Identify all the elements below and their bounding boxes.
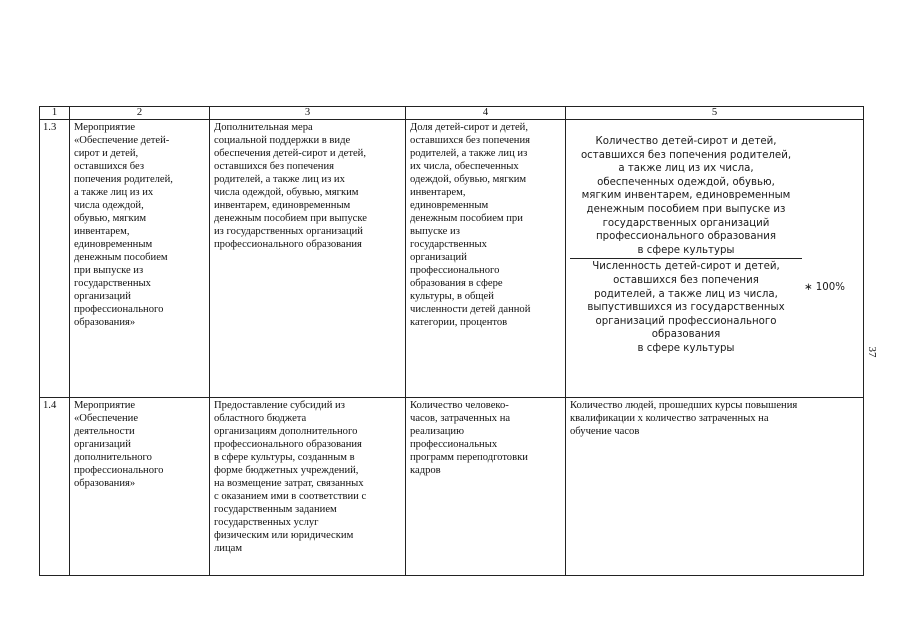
description-cell	[210, 398, 406, 576]
header-cell-2: 2	[70, 107, 210, 120]
activity-text: Мероприятие «Обеспечение детей- сирот и детей, оставшихся без попечения родителей, а также лиц из их числа одеждой, обувью, мягким инвентарем, единовременным денежным пособием при выпуске из государственных организаций профессионального образования»	[74, 122, 173, 328]
header-cell-3: 3	[210, 107, 406, 120]
header-cell-4: 4	[406, 107, 566, 120]
row-number: 1.4	[40, 398, 70, 576]
indicator-text: Количество человеко- часов, затраченных на реализацию профессиональных программ переподготовки кадров	[410, 400, 528, 476]
header-cell-1: 1	[40, 107, 70, 120]
description-text: Предоставление субсидий из областного бюджета организациям дополнительного профессионального образования в сфере культуры, созданным в форме бюджетных учреждений, на возмещение затрат, связанных с оказанием ими в соответствии с государственным заданием государственных услуг физическим или юридическим лицам	[214, 400, 367, 554]
indicator-text: Доля детей-сирот и детей, оставшихся без попечения родителей, а также лиц из их числа, обеспеченных одеждой, обувью, мягким инвентарем, единовременным денежным пособием при выпуске из государственных организаций профессионального образования в сфере культуры, в общей численности детей данной категории, процентов	[410, 122, 531, 328]
page-number: 37	[866, 346, 878, 358]
formula-text: Количество людей, прошедших курсы повышения квалификации х количество затраченных на обучение часов	[570, 400, 798, 437]
indicators-table	[39, 106, 864, 576]
table-row	[40, 120, 864, 398]
formula-numerator: Количество детей-сирот и детей, оставшихся без попечения родителей, а также лиц из их числа, обеспеченных одеждой, обувью, мягким инвентарем, единовременным денежным пособием при выпуске из государственных организаций профессионального образования в сфере культуры	[580, 136, 792, 256]
description-cell	[210, 120, 406, 398]
row-number: 1.3	[40, 120, 70, 398]
calculation-formula	[570, 135, 850, 356]
description-text: Дополнительная мера социальной поддержки в виде обеспечения детей-сирот и детей, оставшихся без попечения родителей, а также лиц из их числа одеждой, обувью, мягким инвентарем, единовременным денежным пособием при выпуске из государственных организаций профессионального образования	[214, 122, 367, 250]
formula-cell	[566, 398, 864, 576]
formula-multiplier: ∗ 100%	[804, 282, 845, 293]
fraction-line	[570, 258, 802, 259]
activity-cell	[70, 120, 210, 398]
table-row	[40, 398, 864, 576]
formula-cell	[566, 120, 864, 398]
indicator-cell	[406, 120, 566, 398]
activity-cell	[70, 398, 210, 576]
table-header-row	[40, 107, 864, 120]
indicator-cell	[406, 398, 566, 576]
formula-denominator: Численность детей-сирот и детей, оставшихся без попечения родителей, а также лиц из числа, выпустившихся из государственных организаций профессионального образования в сфере культуры	[587, 261, 785, 354]
header-cell-5: 5	[566, 107, 864, 120]
activity-text: Мероприятие «Обеспечение деятельности организаций дополнительного профессионального образования»	[74, 400, 164, 489]
